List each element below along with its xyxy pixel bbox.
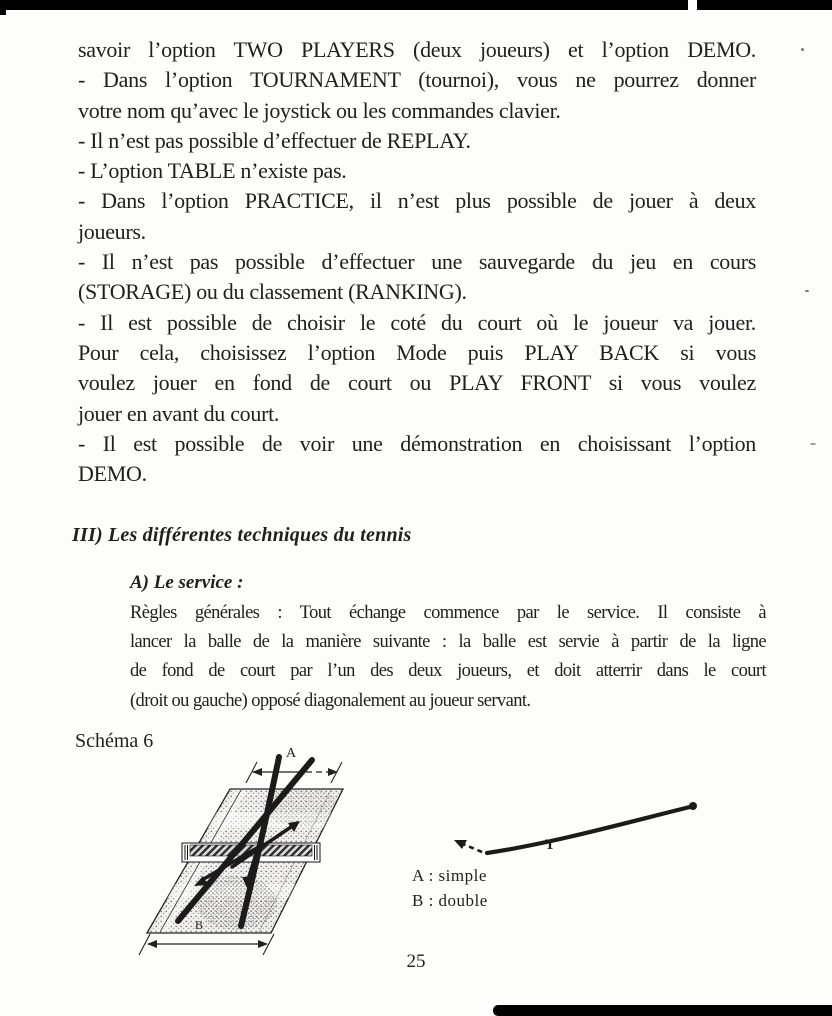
body-line: DEMO. — [78, 461, 147, 487]
subsection-heading: A) Le service : — [130, 572, 244, 593]
dimension-label-a: A — [285, 746, 297, 761]
body-line: joueurs. — [78, 218, 146, 244]
section-heading: III) Les différentes techniques du tennis — [72, 524, 412, 546]
body-line: - Il n’est pas possible d’effectuer de REPLAY. — [78, 127, 471, 153]
schema-label: Schéma 6 — [75, 730, 154, 752]
paragraph-line: Règles générales : Tout échange commence par le service. Il consiste à — [130, 603, 766, 623]
body-line: (STORAGE) ou du classement (RANKING). — [78, 279, 467, 305]
ball-trajectory — [454, 802, 697, 853]
paragraph-line: de fond de court par l’un des deux joueurs, et doit atterrir dans le court — [130, 661, 766, 682]
legend-line-b: B : double — [412, 891, 488, 910]
body-line: Pour cela, choisissez l’option Mode puis PLAY BACK si vous — [78, 339, 756, 365]
paragraph-line: lancer la balle de la manière suivante : la balle est servie à partir de la ligne — [130, 632, 766, 653]
body-line: - Il n’est pas possible d’effectuer une sauvegarde du jeu en cours — [78, 249, 756, 275]
body-line: - Dans l’option PRACTICE, il n’est plus possible de jouer à deux — [78, 188, 756, 214]
dimension-label-b: B — [195, 918, 204, 932]
body-line: jouer en avant du court. — [78, 400, 280, 426]
body-line: votre nom qu’avec le joystick ou les commandes clavier. — [78, 97, 561, 123]
body-line: - Il est possible de voir une démonstration en choisissant l’option — [78, 430, 756, 456]
trajectory-label-t: T — [545, 837, 556, 853]
body-line: - L’option TABLE n’existe pas. — [78, 158, 347, 184]
body-line: - Il est possible de choisir le coté du court où le joueur va jouer. — [78, 309, 756, 335]
paragraph-line: (droit ou gauche) opposé diagonalement au joueur servant. — [130, 690, 531, 711]
page-number: 25 — [406, 951, 426, 972]
legend-line-a: A : simple — [412, 866, 487, 885]
body-line: savoir l’option TWO PLAYERS (deux joueurs) et l’option DEMO. — [78, 37, 756, 62]
body-line: voulez jouer en fond de court ou PLAY FRONT si vous voulez — [78, 370, 756, 396]
body-line: - Dans l’option TOURNAMENT (tournoi), vous ne pourrez donner — [78, 67, 756, 93]
